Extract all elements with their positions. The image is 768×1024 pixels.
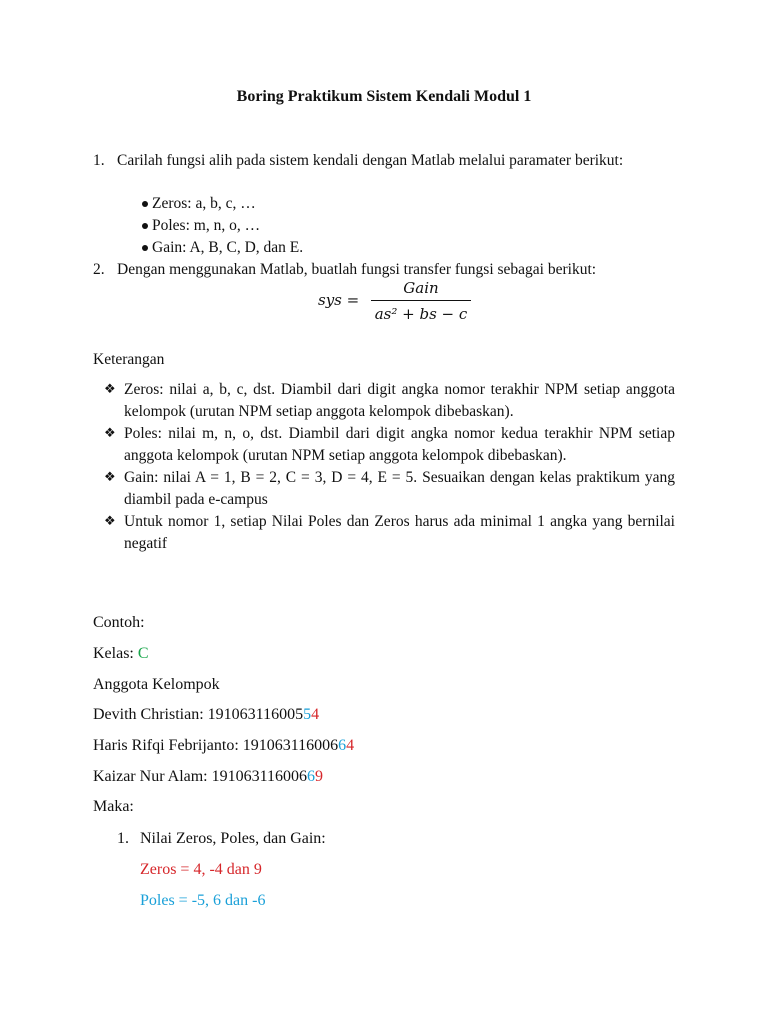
kelas-line <box>93 643 149 665</box>
diamond-bullet-icon: ❖ <box>104 514 116 529</box>
keterangan-heading: Keterangan <box>93 351 165 368</box>
bullet-icon <box>142 223 148 229</box>
anggota-heading: Anggota Kelompok <box>93 676 220 693</box>
result-number: 1. <box>117 830 129 847</box>
member-name-npm: Kaizar Nur Alam: 191063116006 <box>93 768 308 785</box>
npm-zeros-digit: 4 <box>311 706 320 723</box>
keterangan-item <box>104 511 675 555</box>
formula-numerator: Gain <box>403 279 439 297</box>
member-line <box>93 735 354 757</box>
keterangan-item <box>104 467 675 511</box>
bullet-item <box>136 237 303 259</box>
bullet-icon <box>142 245 148 251</box>
numbered-item-1 <box>93 150 675 172</box>
contoh-label: Contoh: <box>93 614 145 631</box>
npm-zeros-digit: 9 <box>315 768 324 785</box>
bullet-text: Zeros: a, b, c, … <box>152 195 256 212</box>
formula-denominator: as² + bs − c <box>374 305 468 323</box>
bullet-item <box>136 215 303 237</box>
parameter-bullet-list <box>136 193 303 259</box>
zeros-result: Zeros = 4, -4 dan 9 <box>140 861 262 878</box>
fraction-bar <box>371 300 471 301</box>
formula-lhs: sys = <box>318 291 360 309</box>
diamond-bullet-icon: ❖ <box>104 470 116 485</box>
item-number: 1. <box>93 152 105 169</box>
page-title: Boring Praktikum Sistem Kendali Modul 1 <box>236 88 532 105</box>
formula-fraction <box>371 278 471 324</box>
bullet-icon <box>142 201 148 207</box>
keterangan-item <box>104 423 675 467</box>
bullet-item <box>136 193 303 215</box>
keterangan-text: Untuk nomor 1, setiap Nilai Poles dan Zeros harus ada minimal 1 angka yang bernilai negatif <box>124 513 675 552</box>
member-name-npm: Devith Christian: 191063116005 <box>93 706 304 723</box>
member-line <box>93 766 323 788</box>
bullet-text: Gain: A, B, C, D, dan E. <box>152 239 304 256</box>
keterangan-text: Poles: nilai m, n, o, dst. Diambil dari digit angka nomor kedua terakhir NPM setiap anggota kelompok (urutan NPM setiap anggota kelompok dibebaskan). <box>124 425 675 464</box>
maka-label: Maka: <box>93 798 134 815</box>
npm-zeros-digit: 4 <box>346 737 355 754</box>
npm-poles-digit: 5 <box>303 706 312 723</box>
result-item <box>117 828 326 850</box>
keterangan-list <box>104 379 675 555</box>
member-line <box>93 704 319 726</box>
keterangan-text: Zeros: nilai a, b, c, dst. Diambil dari digit angka nomor terakhir NPM setiap anggota kelompok (urutan NPM setiap anggota kelompok dibebaskan). <box>124 381 675 420</box>
item-text: Dengan menggunakan Matlab, buatlah fungsi transfer fungsi sebagai berikut: <box>117 261 597 278</box>
kelas-label: Kelas: <box>93 645 138 662</box>
diamond-bullet-icon: ❖ <box>104 382 116 397</box>
member-name-npm: Haris Rifqi Febrijanto: 191063116006 <box>93 737 339 754</box>
npm-poles-digit: 6 <box>307 768 316 785</box>
diamond-bullet-icon: ❖ <box>104 426 116 441</box>
poles-result: Poles = -5, 6 dan -6 <box>140 892 266 909</box>
bullet-text: Poles: m, n, o, … <box>152 217 261 234</box>
item-text: Carilah fungsi alih pada sistem kendali dengan Matlab melalui paramater berikut: <box>117 152 624 169</box>
item-number: 2. <box>93 261 105 278</box>
keterangan-text: Gain: nilai A = 1, B = 2, C = 3, D = 4, E = 5. Sesuaikan dengan kelas praktikum yang diambil pada e-campus <box>124 469 675 508</box>
keterangan-item <box>104 379 675 423</box>
result-text: Nilai Zeros, Poles, dan Gain: <box>140 830 326 847</box>
npm-poles-digit: 6 <box>338 737 347 754</box>
kelas-value: C <box>137 645 149 662</box>
